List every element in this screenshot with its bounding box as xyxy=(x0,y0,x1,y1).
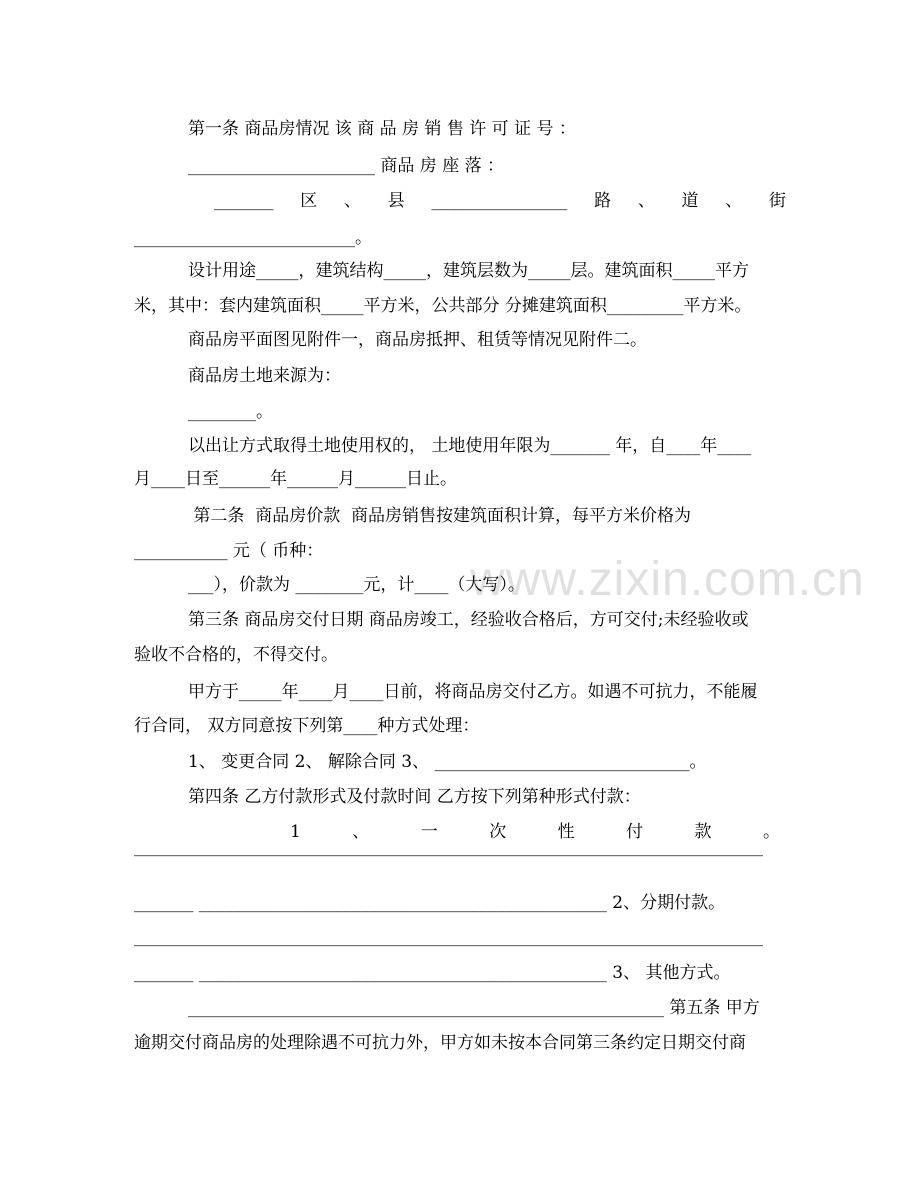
location-line: ______________________ 商品 房 座 落 ： xyxy=(188,156,505,176)
blank-line: __________________________________________________________________________ xyxy=(134,837,763,857)
attachment-line: 商品房平面图见附件一，商品房抵押、租赁等情况见附件二。 xyxy=(188,330,647,350)
address-part: 路 xyxy=(594,191,612,211)
lump-sum-part: 一 xyxy=(420,822,438,842)
options-line: 1、 变更合同 2、 解除合同 3、 ______________________________。 xyxy=(188,752,707,772)
address-end: __________________________。 xyxy=(134,228,372,248)
design-use-line: 设计用途_____，建筑结构_____，建筑层数为_____层。建筑面积_____平方 xyxy=(188,261,749,281)
address-part: 道 xyxy=(681,191,699,211)
total-price-line: ___），价款为 ________元，计____（大写）。 xyxy=(188,575,525,595)
address-part: 区 xyxy=(300,191,318,211)
address-line xyxy=(214,189,786,213)
address-part: 、 xyxy=(637,191,655,211)
land-source-blank: ________。 xyxy=(188,402,273,422)
lump-sum-part: 。 xyxy=(763,822,780,842)
article5-cont: 逾期交付商品房的处理除遇不可抗力外，甲方如未按本合同第三条约定日期交付商 xyxy=(134,1033,746,1053)
lump-sum-part: 次 xyxy=(489,822,507,842)
article3-heading: 第三条 商品房交付日期 商品房竣工，经验收合格后，方可交付;未经验收或 xyxy=(188,610,749,630)
address-part: 、 xyxy=(343,191,361,211)
article1-heading: 第一条 商品房情况 该 商 品 房 销 售 许 可 证 号 ： xyxy=(188,119,576,139)
address-part: 街 xyxy=(768,191,786,211)
lump-sum-part: 性 xyxy=(557,822,575,842)
article2-heading: 第二条 商品房价款 商品房销售按建筑面积计算，每平方米价格为 xyxy=(188,506,692,526)
article4-heading: 第四条 乙方付款形式及付款时间 乙方按下列第种形式付款： xyxy=(188,787,641,807)
lump-sum-part: 、 xyxy=(352,822,370,842)
land-term-dates: 月____日至______年______月______日止。 xyxy=(134,469,457,489)
land-source-label: 商品房土地来源为： xyxy=(188,366,341,386)
watermark: www.zixin.com.cn xyxy=(470,553,865,606)
lump-sum-part: 1 xyxy=(290,822,301,842)
delivery-cont: 行合同， 双方同意按下列第____种方式处理： xyxy=(134,716,480,736)
address-part: ________________ xyxy=(431,191,568,211)
blank-line: __________________________________________________________________________ xyxy=(134,927,763,947)
installment-line: _______ ________________________________________________ 2、分期付款。 xyxy=(134,893,726,913)
lump-sum-part: 款 xyxy=(694,822,712,842)
price-line: ___________ 元（ 币种： xyxy=(134,541,324,561)
area-line: 米，其中：套内建筑面积_____平方米，公共部分 分摊建筑面积_________平方米。 xyxy=(134,296,752,316)
article5-heading: ________________________________________________________ 第五条 甲方 xyxy=(188,998,760,1018)
lump-sum-part: 付 xyxy=(626,822,644,842)
delivery-line: 甲方于_____年____月____日前，将商品房交付乙方。如遇不可抗力，不能履 xyxy=(188,682,758,702)
article3-cont: 验收不合格的，不得交付。 xyxy=(134,645,338,665)
other-method-line: _______ ________________________________________________ 3、 其他方式。 xyxy=(134,963,731,983)
address-part: _______ xyxy=(214,191,274,211)
land-term-line: 以出让方式取得土地使用权的， 土地使用年限为_______ 年，自____年____ xyxy=(188,436,752,456)
address-part: 、 xyxy=(725,191,743,211)
address-part: 县 xyxy=(387,191,405,211)
